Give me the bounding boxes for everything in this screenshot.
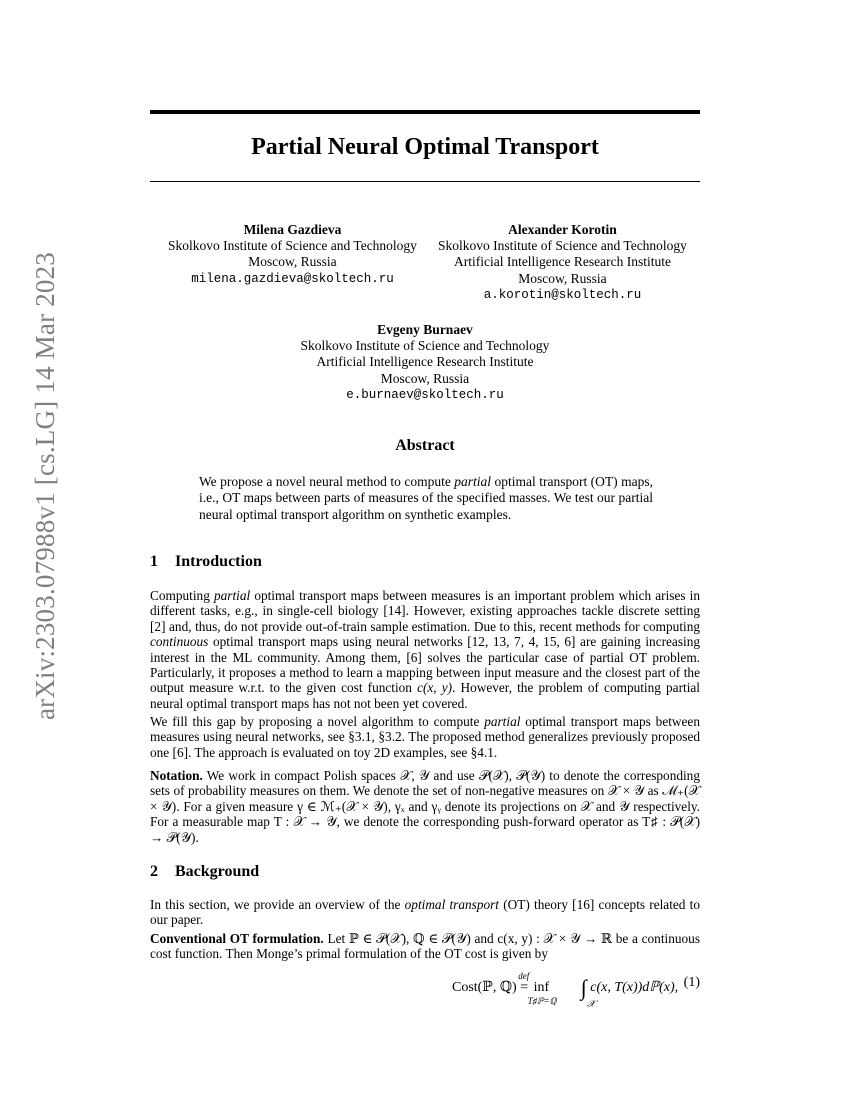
equation-lhs: Cost(ℙ, ℚ) bbox=[452, 980, 517, 996]
equation-number: (1) bbox=[683, 975, 700, 990]
author-email[interactable]: milena.gazdieva@skoltech.ru bbox=[191, 271, 394, 286]
equation-1 bbox=[150, 970, 700, 1010]
author-name: Alexander Korotin bbox=[508, 222, 617, 237]
author-location: Moscow, Russia bbox=[380, 370, 470, 386]
title-rule-top bbox=[150, 110, 700, 114]
text-run: We work in compact Polish spaces 𝒳, 𝒴 and use 𝒫(𝒳), 𝒫(𝒴) to denote the corresponding sets of probability measures on them. We denote the set of non-negative measures on 𝒳 × 𝒴 as ℳ₊(𝒳 × 𝒴). For a given measure γ ∈ ℳ₊(𝒳 × 𝒴), γₓ and γᵧ denote its projections on 𝒳 and 𝒴 respectively. For a measurable map T : 𝒳 → 𝒴, we denote the corresponding push-forward operator as T♯ : 𝒫(𝒳) → 𝒫(𝒴). bbox=[150, 768, 700, 845]
author-block-korotin bbox=[425, 222, 700, 303]
text-run: optimal transport maps using neural networks [12, 13, 7, 4, 15, 6] are gaining increasing interest in the ML community. Among them, [6] solves the particular case of partial OT problem. Particularly, it proposes a method to learn a mapping between input measure and the closest part of the output measure w.r.t. to the given cost function bbox=[150, 634, 700, 696]
section-title: Introduction bbox=[175, 553, 262, 570]
paragraph-label: Notation. bbox=[150, 768, 203, 783]
section-title: Background bbox=[175, 863, 260, 880]
author-email[interactable]: a.korotin@skoltech.ru bbox=[483, 287, 642, 302]
author-block-burnaev bbox=[275, 322, 575, 403]
intro-paragraph-1 bbox=[150, 588, 700, 711]
arxiv-side-stamp: arXiv:2303.07988v1 [cs.LG] 14 Mar 2023 bbox=[30, 251, 60, 721]
text-run: In this section, we provide an overview of the bbox=[150, 897, 405, 912]
author-email[interactable]: e.burnaev@skoltech.ru bbox=[346, 387, 504, 402]
section-heading-introduction bbox=[150, 553, 262, 571]
paper-title: Partial Neural Optimal Transport bbox=[251, 134, 599, 160]
author-block-gazdieva bbox=[150, 222, 435, 287]
inf-label: inf bbox=[533, 980, 550, 996]
author-location: Moscow, Russia bbox=[248, 254, 337, 270]
section-number: 1 bbox=[150, 553, 158, 570]
emphasis: continuous bbox=[150, 634, 209, 650]
emphasis: partial bbox=[213, 588, 251, 603]
author-name: Milena Gazdieva bbox=[243, 222, 342, 237]
abstract-text bbox=[199, 474, 653, 523]
author-affiliation: Skolkovo Institute of Science and Technology bbox=[168, 238, 417, 254]
inf-subscript: T♯ℙ=ℚ bbox=[527, 996, 557, 1007]
author-affiliation: Artificial Intelligence Research Institute bbox=[453, 254, 672, 270]
intro-paragraph-2 bbox=[150, 714, 700, 760]
title-rule-bottom bbox=[150, 181, 700, 182]
author-name: Evgeny Burnaev bbox=[377, 322, 473, 337]
emphasis: optimal transport bbox=[404, 897, 499, 912]
author-location: Moscow, Russia bbox=[518, 270, 607, 286]
def-label: def bbox=[518, 971, 530, 982]
paragraph-label: Conventional OT formulation. bbox=[150, 931, 324, 946]
text-run: We fill this gap by proposing a novel algorithm to compute bbox=[150, 714, 485, 729]
section-heading-background bbox=[150, 863, 259, 881]
text-run: (OT) theory [16] concepts related to our paper. bbox=[150, 897, 700, 928]
text-run: optimal transport maps between measures using neural networks, see §3.1, §3.2. The proposed method generalizes previously proposed one [6]. The approach is evaluated on toy 2D examples, see §4.1. bbox=[150, 714, 700, 760]
equation-body bbox=[452, 971, 679, 1010]
text-run: Let ℙ ∈ 𝒫(𝒳), ℚ ∈ 𝒫(𝒴) and c(x, y) : 𝒳 × 𝒴 → ℝ be a continuous cost function. Then Monge’s primal formulation of the OT cost is given by bbox=[150, 931, 700, 962]
conventional-ot-paragraph bbox=[150, 931, 700, 962]
text-run: optimal transport maps between measures is an important problem which arises in different tasks, e.g., in single-cell biology [14]. However, existing approaches tackle discrete setting [2] and, thus, do not provide out-of-train sample estimation. Due to this, recent methods for computing bbox=[150, 588, 701, 634]
author-affiliation: Artificial Intelligence Research Institute bbox=[316, 354, 534, 370]
emphasis: partial bbox=[484, 714, 521, 729]
abstract-emphasis: partial bbox=[454, 474, 492, 489]
section-number: 2 bbox=[150, 863, 158, 880]
abstract-heading: Abstract bbox=[395, 437, 455, 454]
background-paragraph-1 bbox=[150, 897, 700, 928]
integral-symbol: ∫ 𝒳 bbox=[580, 975, 596, 1010]
equation-rhs: c(x, T(x))dℙ(x), bbox=[590, 980, 679, 996]
abstract-text-part: optimal transport (OT) maps, i.e., OT maps between parts of measures of the specified masses. We test our partial neural optimal transport algorithm on synthetic examples. bbox=[199, 474, 654, 522]
inline-math: c(x, y) bbox=[417, 680, 453, 696]
integral-domain: 𝒳 bbox=[586, 999, 596, 1010]
text-run: . However, the problem of computing partial neural optimal transport maps has not not been yet covered. bbox=[150, 680, 700, 711]
notation-paragraph bbox=[150, 768, 700, 845]
author-affiliation: Skolkovo Institute of Science and Technology bbox=[438, 238, 687, 254]
def-equals: def = bbox=[518, 971, 530, 996]
text-run: Computing bbox=[150, 588, 214, 603]
author-affiliation: Skolkovo Institute of Science and Technology bbox=[300, 338, 550, 354]
abstract-text-part: We propose a novel neural method to compute bbox=[199, 474, 455, 489]
infimum bbox=[527, 980, 557, 1007]
